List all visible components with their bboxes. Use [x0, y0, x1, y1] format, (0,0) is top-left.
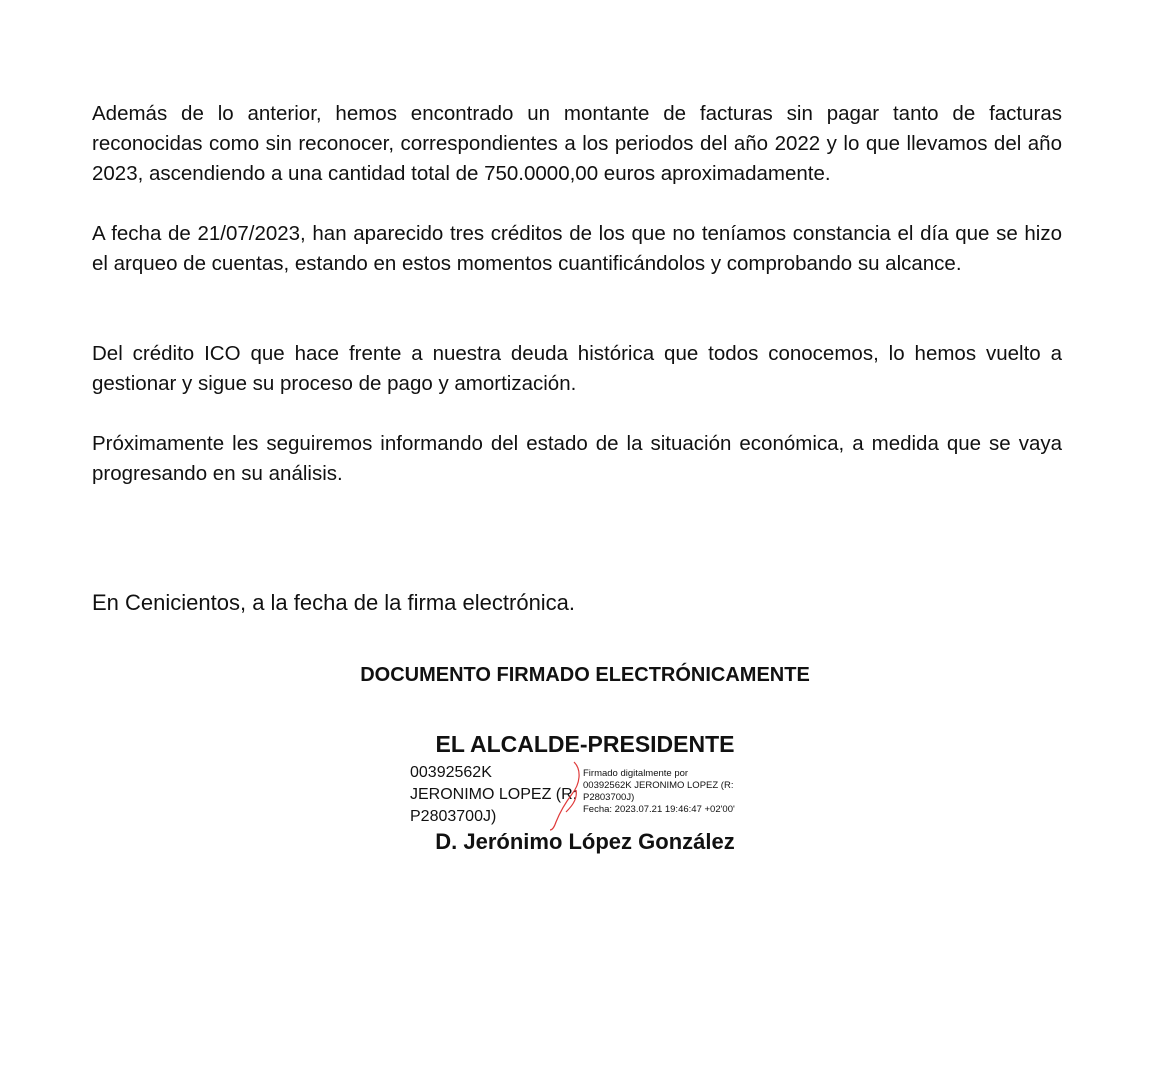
signer-name: D. Jerónimo López González: [435, 829, 735, 854]
office-title: EL ALCALDE-PRESIDENTE: [435, 731, 735, 757]
paragraph-credits-found: A fecha de 21/07/2023, han aparecido tres créditos de los que no teníamos constancia el día que se hizo el arqueo de cuentas, estando en estos momentos cuantificándolos y comprobando su alcance.: [92, 222, 1062, 275]
paragraph-closing: Próximamente les seguiremos informando del estado de la situación económica, a medida que se vaya progresando en su análisis.: [92, 432, 1062, 485]
signature-id-line: JERONIMO LOPEZ (R:: [410, 786, 578, 803]
signature-detail-line: Fecha: 2023.07.21 19:46:47 +02'00': [583, 804, 735, 815]
place-date-line: En Cenicientos, a la fecha de la firma electrónica.: [92, 590, 576, 615]
signature-detail-line: Firmado digitalmente por: [583, 768, 689, 779]
paragraph-unpaid-invoices: Además de lo anterior, hemos encontrado un montante de facturas sin pagar tanto de facturas reconocidas como sin reconocer, correspondientes a los periodos del año 2022 y lo que llevamos del año 2023, ascendiendo a una cantidad total de 750.0000,00 euros aproximadamente.: [92, 102, 1062, 185]
signed-heading: DOCUMENTO FIRMADO ELECTRÓNICAMENTE: [360, 664, 810, 686]
signature-id-line: P2803700J): [410, 808, 497, 825]
signature-details: [583, 768, 763, 816]
signature-id-line: 00392562K: [410, 764, 492, 781]
digital-signature[interactable]: [410, 762, 760, 828]
signature-detail-line: 00392562K JERONIMO LOPEZ (R:: [583, 780, 734, 791]
signature-detail-line: P2803700J): [583, 792, 635, 803]
paragraph-ico-credit: Del crédito ICO que hace frente a nuestra deuda histórica que todos conocemos, lo hemos vuelto a gestionar y sigue su proceso de pago y amortización.: [92, 342, 1062, 395]
